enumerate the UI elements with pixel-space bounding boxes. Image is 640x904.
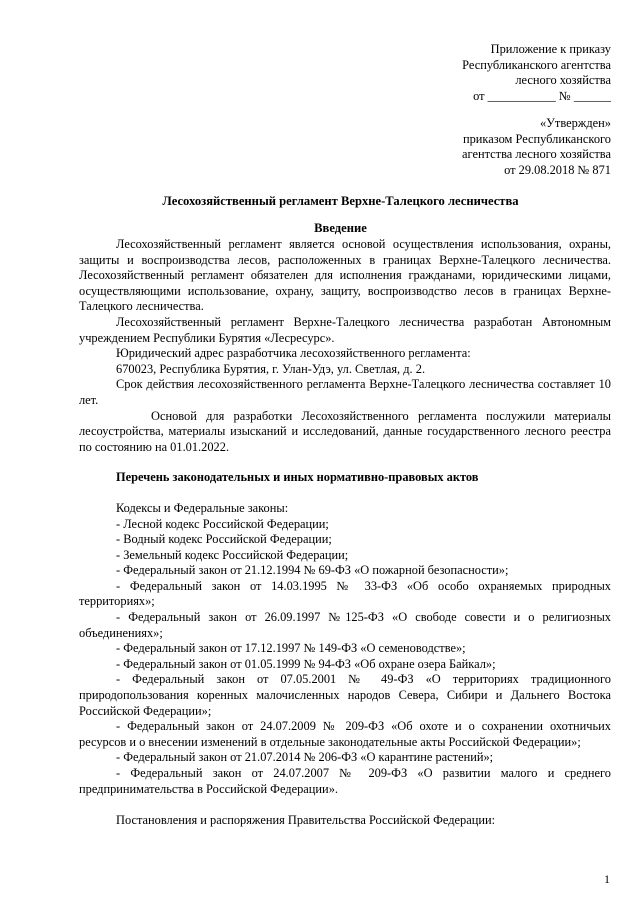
law-item: - Водный кодекс Российской Федерации; [116, 532, 332, 547]
approval-line: приказом Республиканского [462, 131, 611, 146]
approval-line: агентства лесного хозяйства [462, 147, 611, 161]
appendix-line: Приложение к приказу [490, 42, 611, 56]
appendix-line: Республиканского агентства [462, 57, 611, 72]
intro-paragraph: Юридический адрес разработчика лесохозяйственного регламента: [116, 346, 471, 361]
codes-heading: Кодексы и Федеральные законы: [116, 500, 289, 515]
approval-line: от 29.08.2018 № 871 [504, 162, 611, 177]
document-body [79, 237, 611, 829]
law-item: - Федеральный закон от 24.07.2007 № 209-ФЗ «О развитии малого и среднего предпринимательства в Российской Федерации». [79, 766, 611, 796]
intro-paragraph: Срок действия лесохозяйственного регламента Верхне-Талецкого лесничества составляет 10 лет. [79, 377, 611, 407]
law-item: - Федеральный закон от 24.07.2009 № 209-ФЗ «Об охоте и о сохранении охотничьих ресурсов и о внесении изменений в отдельные законодательные акты Российской Федерации»; [79, 719, 611, 749]
law-item: - Федеральный закон от 17.12.1997 № 149-ФЗ «О семеноводстве»; [116, 641, 466, 656]
intro-heading: Введение [314, 221, 367, 235]
gov-heading: Постановления и распоряжения Правительства Российской Федерации: [116, 813, 496, 828]
approval-block [380, 116, 611, 178]
appendix-block [380, 42, 611, 104]
intro-paragraph: Лесохозяйственный регламент Верхне-Талецкого лесничества разработан Автономным учреждением Республики Бурятия «Лесресурс». [79, 314, 611, 345]
approval-line: «Утвержден» [539, 116, 611, 130]
law-item: - Федеральный закон от 21.07.2014 № 206-ФЗ «О карантине растений»; [116, 750, 494, 765]
law-item: - Федеральный закон от 01.05.1999 № 94-ФЗ «Об охране озера Байкал»; [116, 656, 496, 671]
page-number: 1 [604, 872, 610, 886]
appendix-line: от ___________ № ______ [473, 88, 611, 103]
law-item: - Лесной кодекс Российской Федерации; [116, 516, 329, 531]
intro-paragraph: 670023, Республика Бурятия, г. Улан-Удэ, ул. Светлая, д. 2. [116, 361, 426, 376]
law-item: - Федеральный закон от 14.03.1995 № 33-ФЗ «Об особо охраняемых природных территориях»; [79, 578, 611, 609]
intro-paragraph: Основой для разработки Лесохозяйственного регламента послужили материалы лесоустройства, материалы изысканий и исследований, данные государственного лесного реестра по состоянию на 01.01.2022. [79, 408, 611, 454]
section-heading: Перечень законодательных и иных нормативно-правовых актов [116, 470, 479, 485]
document-title: Лесохозяйственный регламент Верхне-Талецкого лесничества [162, 194, 519, 208]
appendix-line: лесного хозяйства [515, 73, 611, 87]
intro-paragraph: Лесохозяйственный регламент является основой осуществления использования, охраны, защиты и воспроизводства лесов, расположенных в границах Верхне-Талецкого лесничества. Лесохозяйственный регламент обязателен для исполнения гражданами, юридическими лицами, осуществляющими использование, охрану, защиту, воспроизводство лесов в границах Верхне-Талецкого лесничества. [79, 237, 611, 314]
law-item: - Федеральный закон от 21.12.1994 № 69-ФЗ «О пожарной безопасности»; [116, 563, 509, 578]
law-item: - Федеральный закон от 26.09.1997 №125-ФЗ «О свободе совести и о религиозных объединениях»; [79, 610, 611, 640]
law-item: - Федеральный закон от 07.05.2001 № 49-ФЗ «О территориях традиционного природопользования коренных малочисленных народов Севера, Сибири и Дальнего Востока Российской Федерации»; [79, 672, 611, 718]
law-item: - Земельный кодекс Российской Федерации; [116, 547, 349, 562]
